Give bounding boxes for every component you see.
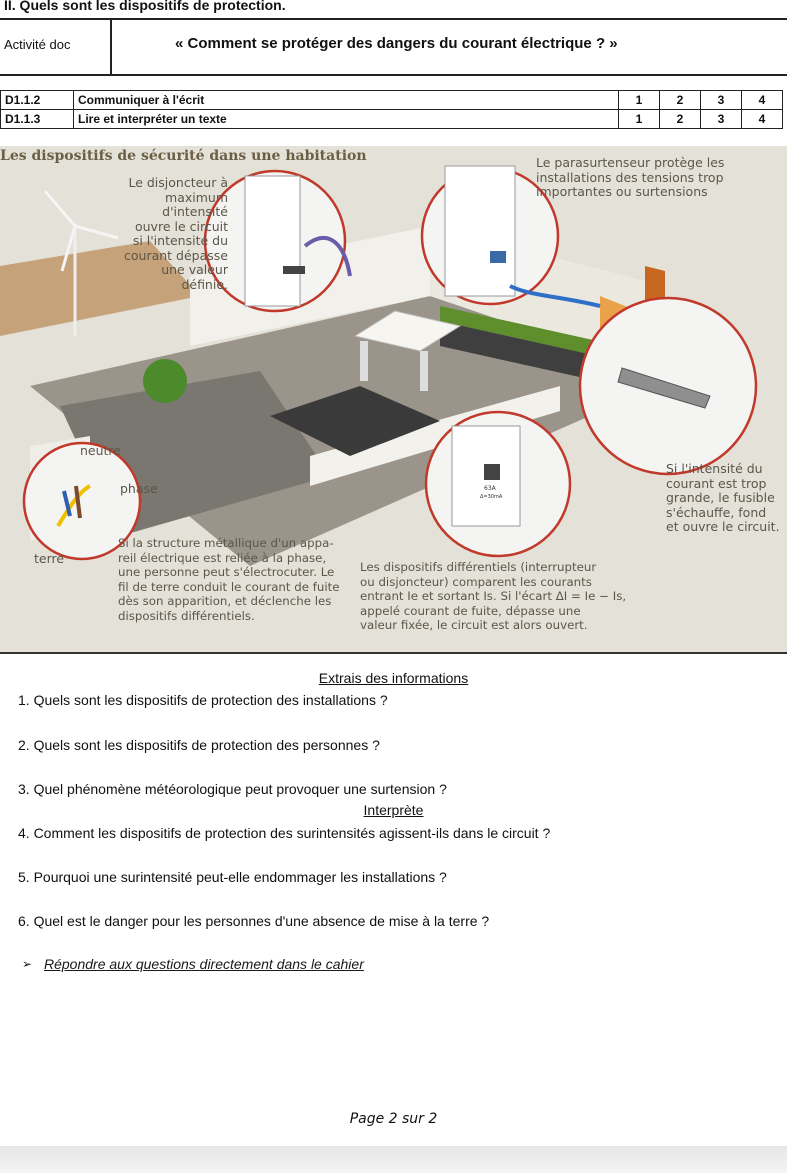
- question-2: 2. Quels sont les dispositifs de protection des personnes ?: [18, 737, 380, 753]
- caption-line: si l'intensité du: [132, 233, 228, 248]
- level-cell[interactable]: 2: [660, 91, 701, 110]
- caption-line: d'intensité: [162, 204, 228, 219]
- parasurtenseur-caption: [536, 156, 724, 200]
- breaker-sensitivity: Δ=30mA: [480, 494, 503, 500]
- caption-line: appelé courant de fuite, dépasse une: [360, 603, 581, 618]
- table-row: [1, 91, 783, 110]
- question-4: 4. Comment les dispositifs de protection des surintensités agissent-ils dans le circuit ?: [18, 825, 551, 841]
- caption-line: maximum: [165, 189, 228, 205]
- caption-line: courant est trop: [666, 475, 767, 491]
- footer-band: [0, 1146, 787, 1173]
- caption-line: une valeur: [161, 262, 228, 277]
- activity-banner: [0, 18, 787, 76]
- caption-line: Le parasurtenseur protège les: [536, 155, 725, 170]
- level-cell[interactable]: 3: [701, 91, 742, 110]
- level-cell[interactable]: 4: [742, 91, 783, 110]
- interpret-heading: Interprète: [363, 802, 424, 818]
- caption-line: grande, le fusible: [666, 490, 775, 505]
- page-number: Page 2 sur 2: [349, 1111, 438, 1127]
- caption-line: courant dépasse: [124, 247, 228, 263]
- terre-caption: [118, 536, 340, 623]
- question-5: 5. Pourquoi une surintensité peut-elle endommager les installations ?: [18, 869, 447, 885]
- figure-bottom-border: [0, 652, 787, 654]
- caption-line: dès son apparition, et déclenche les: [118, 594, 332, 608]
- competency-label: Lire et interpréter un texte: [74, 110, 619, 129]
- wire-label-neutre: neutre: [80, 443, 121, 458]
- caption-line: importantes ou surtensions: [536, 184, 708, 199]
- caption-line: valeur fixée, le circuit est alors ouvert.: [360, 618, 588, 632]
- caption-line: ouvre le circuit: [134, 218, 228, 234]
- caption-line: ou disjoncteur) comparent les courants: [360, 574, 592, 589]
- caption-line: installations des tensions trop: [536, 169, 724, 185]
- fusible-caption: [666, 462, 780, 535]
- caption-line: Les dispositifs différentiels (interrupteur: [360, 560, 597, 574]
- differentiels-caption: [360, 560, 626, 633]
- question-1: 1. Quels sont les dispositifs de protection des installations ?: [18, 692, 388, 708]
- caption-line: une personne peut s'électrocuter. Le: [118, 565, 335, 579]
- caption-line: définie.: [181, 276, 228, 292]
- level-cell[interactable]: 1: [619, 110, 660, 129]
- extract-heading: Extrais des informations: [318, 670, 469, 686]
- section-title: II. Quels sont les dispositifs de protection.: [4, 0, 286, 13]
- level-cell[interactable]: 1: [619, 91, 660, 110]
- instruction-note: Répondre aux questions directement dans le cahier: [44, 956, 364, 972]
- competency-code: D1.1.2: [1, 91, 74, 110]
- caption-line: Si l'intensité du: [666, 461, 763, 476]
- caption-line: entrant Ie et sortant Is. Si l'écart ΔI = Ie − Is,: [360, 589, 627, 603]
- wire-label-terre: terre: [34, 551, 65, 566]
- caption-line: Si la structure métallique d'un appa-: [118, 536, 334, 550]
- house-illustration: [0, 146, 787, 652]
- question-3: 3. Quel phénomène météorologique peut provoquer une surtension ?: [18, 781, 447, 797]
- level-cell[interactable]: 3: [701, 110, 742, 129]
- arrow-bullet-icon: ➢: [22, 957, 33, 971]
- caption-line: fil de terre conduit le courant de fuite: [118, 579, 340, 594]
- competency-code: D1.1.3: [1, 110, 74, 129]
- caption-line: s'échauffe, fond: [666, 504, 767, 520]
- caption-line: Le disjoncteur à: [128, 175, 228, 190]
- competency-table: [0, 90, 783, 129]
- level-cell[interactable]: 4: [742, 110, 783, 129]
- question-6: 6. Quel est le danger pour les personnes d'une absence de mise à la terre ?: [18, 913, 490, 929]
- banner-divider: [110, 20, 112, 74]
- activity-title: « Comment se protéger des dangers du courant électrique ? »: [175, 35, 618, 52]
- caption-line: reil électrique est reliée à la phase,: [118, 550, 327, 565]
- disjoncteur-caption: [118, 176, 228, 292]
- figure-title: Les dispositifs de sécurité dans une habitation: [0, 148, 367, 164]
- wire-label-phase: phase: [120, 481, 158, 496]
- table-row: [1, 110, 783, 129]
- caption-line: et ouvre le circuit.: [666, 519, 780, 534]
- competency-label: Communiquer à l'écrit: [74, 91, 619, 110]
- breaker-rating: 63A: [484, 485, 496, 492]
- activity-label: Activité doc: [4, 37, 71, 52]
- level-cell[interactable]: 2: [660, 110, 701, 129]
- caption-line: dispositifs différentiels.: [118, 608, 255, 623]
